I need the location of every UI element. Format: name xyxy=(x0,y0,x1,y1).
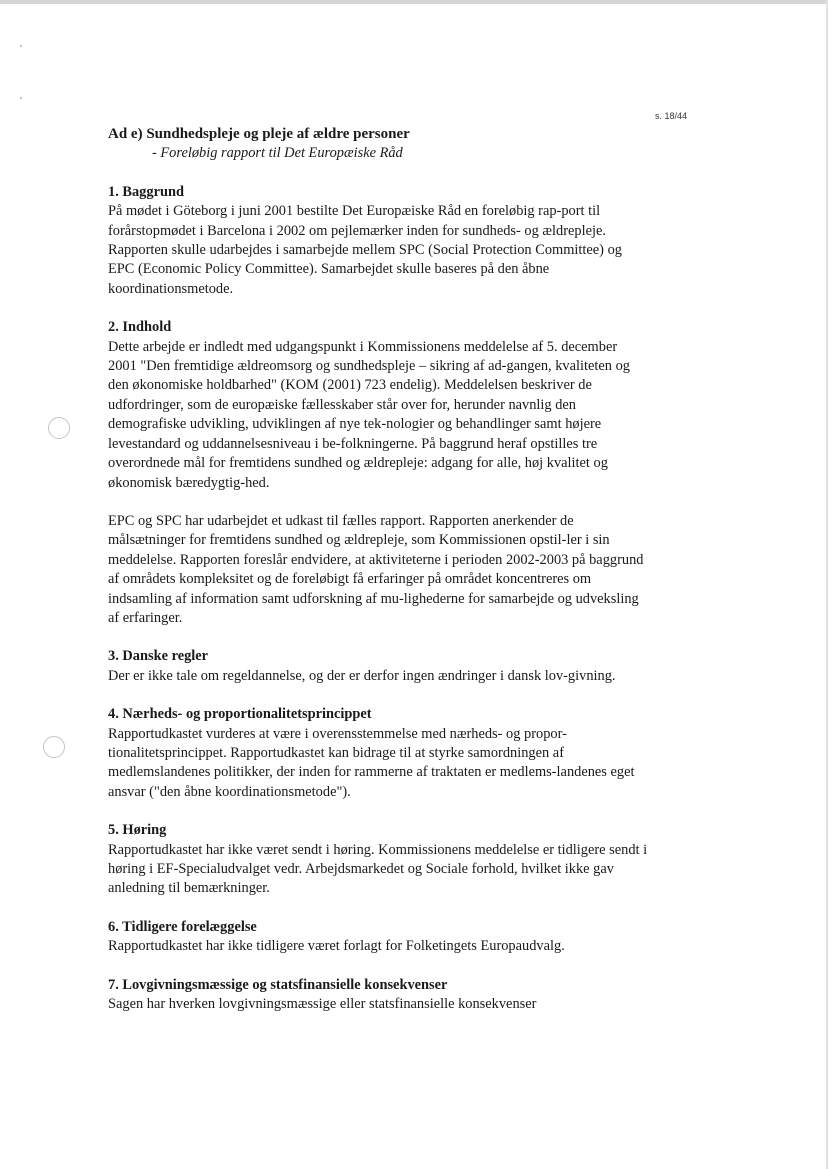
section-heading: 5. Høring xyxy=(108,822,167,839)
section-heading: 7. Lovgivningsmæssige og statsfinansielle konsekvenser xyxy=(108,976,448,993)
document-subtitle: - Foreløbig rapport til Det Europæiske Råd xyxy=(152,145,403,162)
document-title: Ad e) Sundhedspleje og pleje af ældre personer xyxy=(108,126,410,142)
scan-speck xyxy=(20,45,22,47)
section-paragraph: Dette arbejde er indledt med udgangspunkt i Kommissionens meddelelse af 5. december 2001 "Den fremtidige ældreomsorg og sundhedspleje – sikring af ad-gangen, kvaliteten og den økonomiske holdbarhed" (KOM (2001) 723 endelig). Meddelelsen beskriver de udfordringer, som de europæiske fællesskaber står over for, herunder navnlig den demografiske udvikling, udviklingen af nye tek-nologier og behandlinger samt højere levestandard og uddannelsesniveau i be-folkningerne. På baggrund heraf opstilles tre overordnede mål for fremtidens sundhed og ældrepleje: adgang for alle, høj kvalitet og økonomisk bæredygtig-hed. xyxy=(108,338,630,491)
section-heading: 1. Baggrund xyxy=(108,183,184,200)
section-tidligere-forelaeggelse xyxy=(108,918,648,957)
section-heading: 4. Nærheds- og proportionalitetsprincippet xyxy=(108,706,372,723)
section-naerhed xyxy=(108,705,648,802)
section-paragraph: EPC og SPC har udarbejdet et udkast til fælles rapport. Rapporten anerkender de målsætninger for fremtidens sundhed og ældrepleje, som Kommissionen opstil-ler i sin meddelelse. Rapporten foreslår endvidere, at aktiviteterne i perioden 2002-2003 på baggrund af områdets kompleksitet og de foreløbigt få erfaringer på området koncentreres om indsamling af information samt udforskning af mu-lighederne for samarbejde og udveksling af erfaringer. xyxy=(108,512,644,626)
page-number: s. 18/44 xyxy=(655,111,688,121)
section-indhold xyxy=(108,318,648,628)
section-heading: 3. Danske regler xyxy=(108,648,209,665)
punch-hole-upper xyxy=(48,417,70,439)
section-danske-regler xyxy=(108,647,648,686)
scan-speck xyxy=(20,97,22,99)
section-heading: 6. Tidligere forelæggelse xyxy=(108,918,257,935)
section-paragraph: Rapportudkastet har ikke været sendt i høring. Kommissionens meddelelse er tidligere sendt i høring i EF-Specialudvalget vedr. Arbejdsmarkedet og Sociale forhold, hvilket ikke gav anledning til bemærkninger. xyxy=(108,841,648,897)
section-paragraph: Rapportudkastet har ikke tidligere været forlagt for Folketingets Europaudvalg. xyxy=(108,938,565,955)
punch-hole-lower xyxy=(43,736,65,758)
section-heading: 2. Indhold xyxy=(108,319,172,336)
section-hoering xyxy=(108,821,648,899)
section-paragraph: Der er ikke tale om regeldannelse, og der er derfor ingen ændringer i dansk lov-givning. xyxy=(108,667,616,684)
section-baggrund xyxy=(108,183,648,299)
section-paragraph: Rapportudkastet vurderes at være i overensstemmelse med nærheds- og propor-tionalitetsprincippet. Rapportudkastet kan bidrage til at styrke samordningen af medlemslandenes politikker, der inden for rammerne af traktaten er medlems-landenes eget ansvar ("den åbne koordinationsmetode"). xyxy=(108,725,635,800)
scan-top-edge xyxy=(0,0,828,4)
section-paragraph: På mødet i Göteborg i juni 2001 bestilte Det Europæiske Råd en foreløbig rap-port til forårstopmødet i Barcelona i 2002 om pejlemærker inden for sundheds- og ældrepleje. Rapporten skulle udarbejdes i samarbejde mellem SPC (Social Protection Committee) og EPC (Economic Policy Committee). Samarbejdet skulle baseres på den åbne koordinationsmetode. xyxy=(108,203,622,297)
section-konsekvenser xyxy=(108,976,648,1015)
document-body xyxy=(108,125,648,1014)
section-paragraph: Sagen har hverken lovgivningsmæssige eller statsfinansielle konsekvenser xyxy=(108,996,537,1013)
